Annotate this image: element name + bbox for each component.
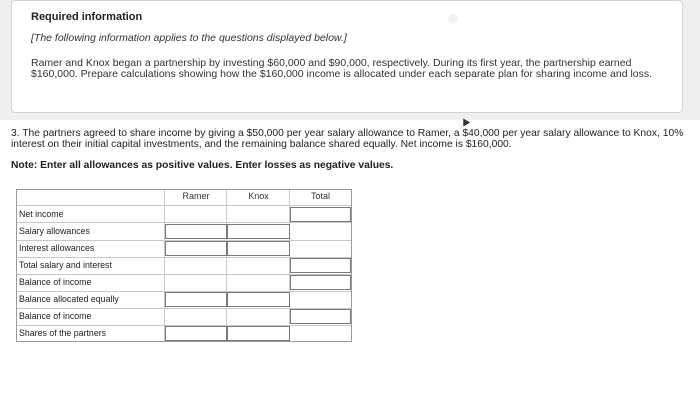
income-allocation-table — [16, 189, 352, 342]
balance-allocated-ramer-input[interactable] — [165, 292, 227, 307]
row-label-interest-allowances: Interest allowances — [19, 243, 95, 253]
column-divider — [226, 190, 227, 341]
decorative-dot — [448, 14, 458, 24]
column-header-total: Total — [310, 191, 330, 201]
column-divider — [164, 190, 165, 341]
row-label-balance-of-income-2: Balance of income — [19, 311, 92, 321]
row-divider — [17, 205, 351, 206]
required-information-subtitle: [The following information applies to the questions displayed below.] — [31, 32, 347, 44]
row-label-shares-of-partners: Shares of the partners — [19, 328, 107, 338]
required-information-title: Required information — [31, 11, 143, 23]
question-area — [0, 120, 700, 400]
net-income-total-input[interactable] — [290, 207, 351, 222]
interest-allowance-knox-input[interactable] — [227, 241, 290, 256]
shares-ramer-input[interactable] — [165, 326, 227, 341]
row-label-balance-of-income: Balance of income — [19, 277, 92, 287]
salary-allowance-knox-input[interactable] — [227, 224, 290, 239]
shares-knox-input[interactable] — [227, 326, 290, 341]
required-information-text: Ramer and Knox began a partnership by investing $60,000 and $90,000, respectively. During its first year, the partnership earned $160,000. Prepare calculations showing how the $160,000 income is allocated under each separate plan for sharing income and loss. — [31, 57, 653, 80]
row-label-total-salary-interest: Total salary and interest — [19, 260, 112, 270]
salary-allowance-ramer-input[interactable] — [165, 224, 227, 239]
interest-allowance-ramer-input[interactable] — [165, 241, 227, 256]
total-salary-interest-input[interactable] — [290, 258, 351, 273]
column-header-knox: Knox — [248, 191, 269, 201]
column-header-ramer: Ramer — [182, 191, 210, 201]
row-label-balance-allocated-equally: Balance allocated equally — [19, 294, 119, 304]
balance-of-income-2-input[interactable] — [290, 309, 351, 324]
row-divider — [17, 222, 351, 223]
question-text: 3. The partners agreed to share income by giving a $50,000 per year salary allowance to Ramer, a $40,000 per year salary allowance to Knox, 10% interest on their initial capital investments, and the remaining balance shared equally. Net income is $160,000. — [11, 128, 684, 150]
row-label-salary-allowances: Salary allowances — [19, 226, 90, 236]
row-label-net-income: Net income — [19, 209, 64, 219]
balance-allocated-knox-input[interactable] — [227, 292, 290, 307]
balance-of-income-input[interactable] — [290, 275, 351, 290]
question-note: Note: Enter all allowances as positive values. Enter losses as negative values. — [11, 160, 394, 171]
